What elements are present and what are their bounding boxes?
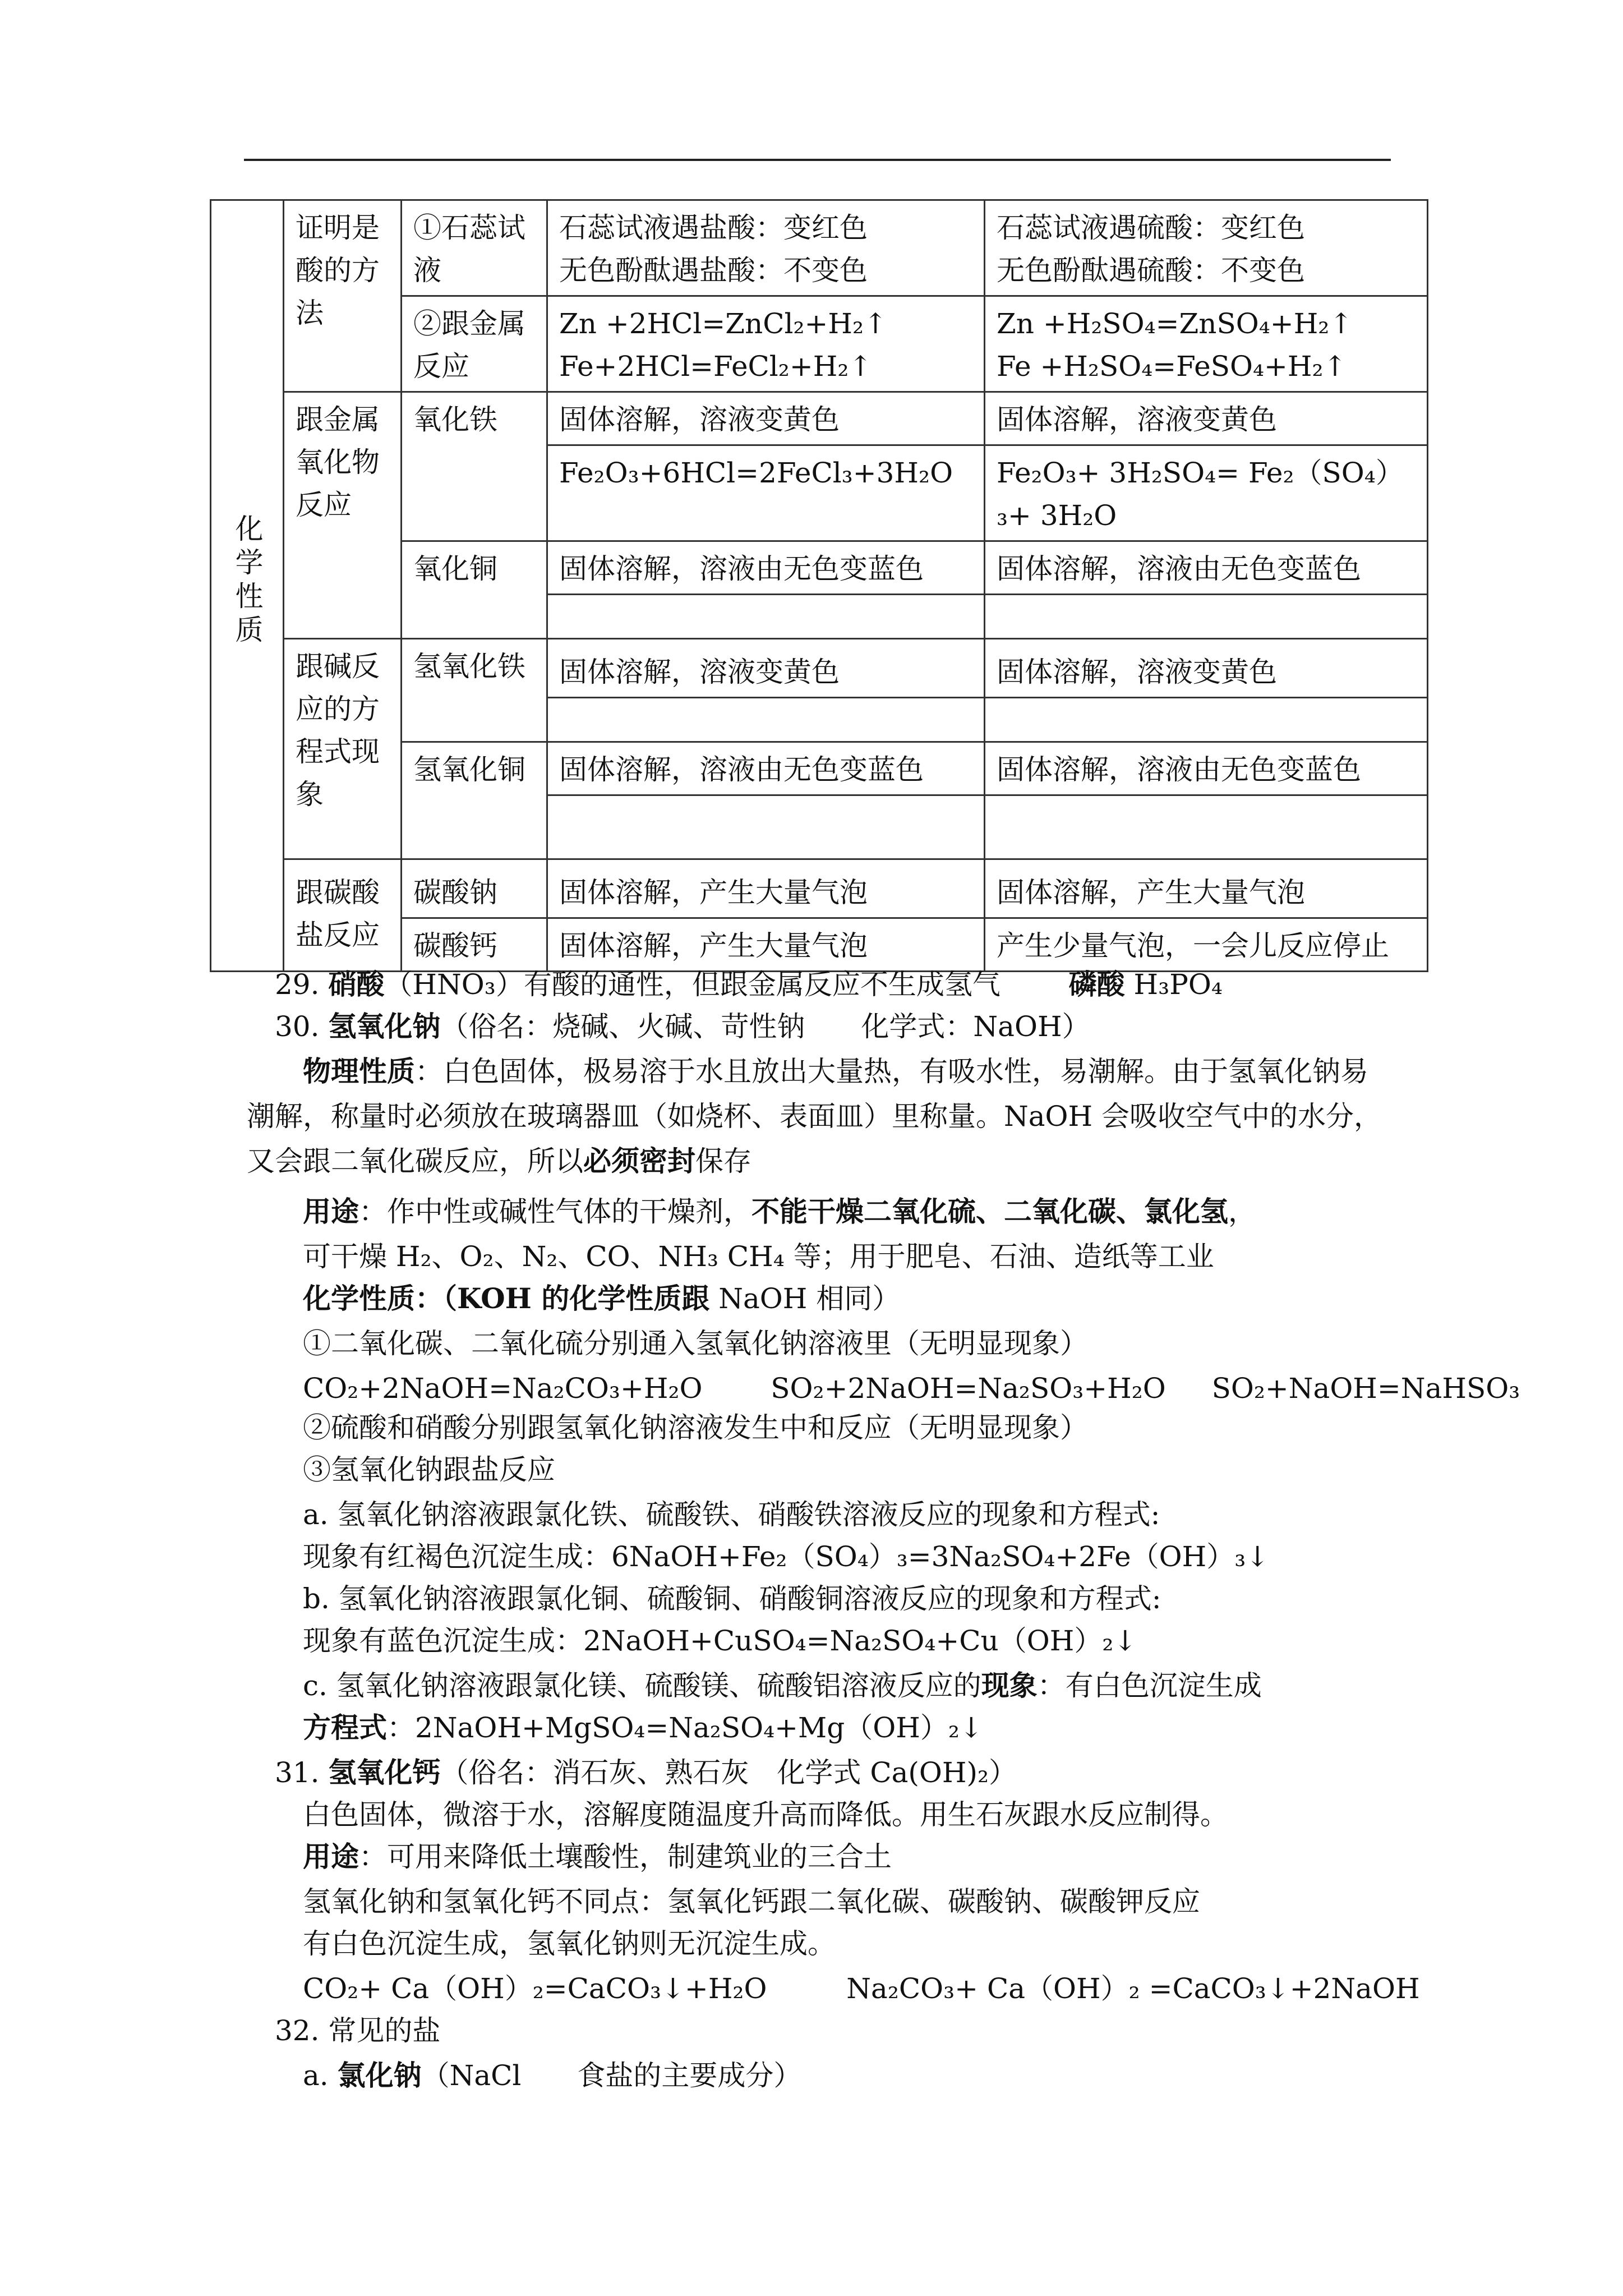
blank-cell (547, 698, 985, 742)
proof-group-cell: 证明是酸的方法 (284, 200, 402, 392)
na2co3-hcl-cell: 固体溶解，产生大量气泡 (547, 859, 985, 918)
note-29: 29. 硝酸（HNO₃）有酸的通性，但跟金属反应不生成氢气 磷酸 H₃PO₄ (275, 968, 1223, 1001)
chem-properties-line: 化学性质：（KOH 的化学性质跟 NaOH 相同） (303, 1282, 901, 1315)
cu-oxide-cell: 氧化铜 (402, 541, 547, 639)
blank-cell (985, 795, 1428, 859)
litmus-cell: ①石蕊试液 (402, 200, 547, 296)
metal-hcl-cell: Zn +2HCl=ZnCl₂+H₂↑ Fe+2HCl=FeCl₂+H₂↑ (547, 296, 985, 392)
chem-item-1: ①二氧化碳、二氧化硫分别通入氢氧化钠溶液里（无明显现象） (303, 1327, 1088, 1360)
caco3-cell: 碳酸钙 (402, 918, 547, 972)
fe-hydroxide-h2so4-cell: 固体溶解，溶液变黄色 (985, 639, 1428, 698)
cu-oxide-hcl-cell: 固体溶解，溶液由无色变蓝色 (547, 541, 985, 595)
metal-h2so4-cell: Zn +H₂SO₄=ZnSO₄+H₂↑ Fe +H₂SO₄=FeSO₄+H₂↑ (985, 296, 1428, 392)
caco3-hcl-cell: 固体溶解，产生大量气泡 (547, 918, 985, 972)
na2co3-h2so4-cell: 固体溶解，产生大量气泡 (985, 859, 1428, 918)
cu-hydroxide-hcl-cell: 固体溶解，溶液由无色变蓝色 (547, 742, 985, 795)
blank-cell (547, 595, 985, 639)
phys-line2: 潮解，称量时必须放在玻璃器皿（如烧杯、表面皿）里称量。NaOH 会吸收空气中的水分， (247, 1100, 1382, 1133)
calcium-diff2: 有白色沉淀生成，氢氧化钠则无沉淀生成。 (303, 1927, 836, 1960)
calcium-equations: CO₂+ Ca（OH）₂=CaCO₃↓+H₂O Na₂CO₃+ Ca（OH）₂ =CaCO₃↓+2NaOH (303, 1972, 1420, 2005)
phys-line3: 又会跟二氧化碳反应，所以必须密封保存 (247, 1144, 751, 1177)
base-group-cell: 跟碱反应的方程式现象 (284, 639, 402, 859)
litmus-h2so4-cell: 石蕊试液遇硫酸：变红色 无色酚酞遇硫酸：不变色 (985, 200, 1428, 296)
na2co3-cell: 碳酸钠 (402, 859, 547, 918)
chem-item-3a: a. 氢氧化钠溶液跟氯化铁、硫酸铁、硝酸铁溶液反应的现象和方程式: (303, 1498, 1160, 1531)
chem-item-3b-equation: 现象有蓝色沉淀生成：2NaOH+CuSO₄=Na₂SO₄+Cu（OH）₂↓ (303, 1625, 1137, 1657)
calcium-use: 用途：可用来降低土壤酸性，制建筑业的三合土 (303, 1840, 892, 1873)
litmus-hcl-cell: 石蕊试液遇盐酸：变红色 无色酚酞遇盐酸：不变色 (547, 200, 985, 296)
chem-item-1-equations: CO₂+2NaOH=Na₂CO₃+H₂O SO₂+2NaOH=Na₂SO₃+H₂O SO₂+NaOH=NaHSO₃ (303, 1372, 1520, 1405)
blank-cell (985, 698, 1428, 742)
fe-hydroxide-cell: 氢氧化铁 (402, 639, 547, 742)
chem-item-3b: b. 氢氧化钠溶液跟氯化铜、硫酸铜、硝酸铜溶液反应的现象和方程式: (303, 1582, 1161, 1615)
category-label: 化学性质 (230, 513, 264, 648)
note-30: 30. 氢氧化钠（俗名：烧碱、火碱、苛性钠 化学式：NaOH） (275, 1010, 1090, 1043)
carbonate-group-cell: 跟碳酸盐反应 (284, 859, 402, 972)
chem-item-2: ②硫酸和硝酸分别跟氢氧化钠溶液发生中和反应（无明显现象） (303, 1411, 1088, 1444)
oxide-group-cell: 跟金属氧化物反应 (284, 392, 402, 639)
note-32a: a. 氯化钠（NaCl 食盐的主要成分） (303, 2059, 802, 2092)
note-32: 32. 常见的盐 (275, 2014, 441, 2047)
note-31: 31. 氢氧化钙（俗名：消石灰、熟石灰 化学式 Ca(OH)₂） (275, 1756, 1017, 1789)
blank-cell (985, 595, 1428, 639)
category-cell (211, 200, 284, 972)
chem-item-3: ③氢氧化钠跟盐反应 (303, 1453, 555, 1486)
chem-item-3a-equation: 现象有红褐色沉淀生成：6NaOH+Fe₂（SO₄）₃=3Na₂SO₄+2Fe（OH）₃↓ (303, 1540, 1270, 1573)
acid-properties-table (210, 199, 1428, 972)
caco3-h2so4-cell: 产生少量气泡，一会儿反应停止 (985, 918, 1428, 972)
calcium-line1: 白色固体，微溶于水，溶解度随温度升高而降低。用生石灰跟水反应制得。 (303, 1798, 1228, 1831)
calcium-diff1: 氢氧化钠和氢氧化钙不同点：氢氧化钙跟二氧化碳、碳酸钠、碳酸钾反应 (303, 1885, 1200, 1918)
fe2o3-hcl-cell: Fe₂O₃+6HCl=2FeCl₃+3H₂O (547, 445, 985, 541)
phys-line1: 物理性质：白色固体，极易溶于水且放出大量热，有吸水性，易潮解。由于氢氧化钠易 (303, 1055, 1368, 1088)
cu-hydroxide-h2so4-cell: 固体溶解，溶液由无色变蓝色 (985, 742, 1428, 795)
cu-oxide-h2so4-cell: 固体溶解，溶液由无色变蓝色 (985, 541, 1428, 595)
cu-hydroxide-cell: 氢氧化铜 (402, 742, 547, 859)
metal-cell: ②跟金属反应 (402, 296, 547, 392)
use-line2: 可干燥 H₂、O₂、N₂、CO、NH₃ CH₄ 等；用于肥皂、石油、造纸等工业 (303, 1240, 1214, 1273)
fe-oxide-hcl-cell: 固体溶解，溶液变黄色 (547, 392, 985, 445)
chem-item-3c-equation: 方程式：2NaOH+MgSO₄=Na₂SO₄+Mg（OH）₂↓ (303, 1711, 983, 1744)
header-rule (244, 159, 1391, 161)
fe-oxide-h2so4-cell: 固体溶解，溶液变黄色 (985, 392, 1428, 445)
blank-cell (547, 795, 985, 859)
fe2o3-h2so4-cell: Fe₂O₃+ 3H₂SO₄= Fe₂（SO₄）₃+ 3H₂O (985, 445, 1428, 541)
chem-item-3c: c. 氢氧化钠溶液跟氯化镁、硫酸镁、硫酸铝溶液反应的现象：有白色沉淀生成 (303, 1669, 1262, 1702)
fe-hydroxide-hcl-cell: 固体溶解，溶液变黄色 (547, 639, 985, 698)
use-line1: 用途：作中性或碱性气体的干燥剂，不能干燥二氧化硫、二氧化碳、氯化氢， (303, 1195, 1256, 1228)
fe-oxide-cell: 氧化铁 (402, 392, 547, 541)
